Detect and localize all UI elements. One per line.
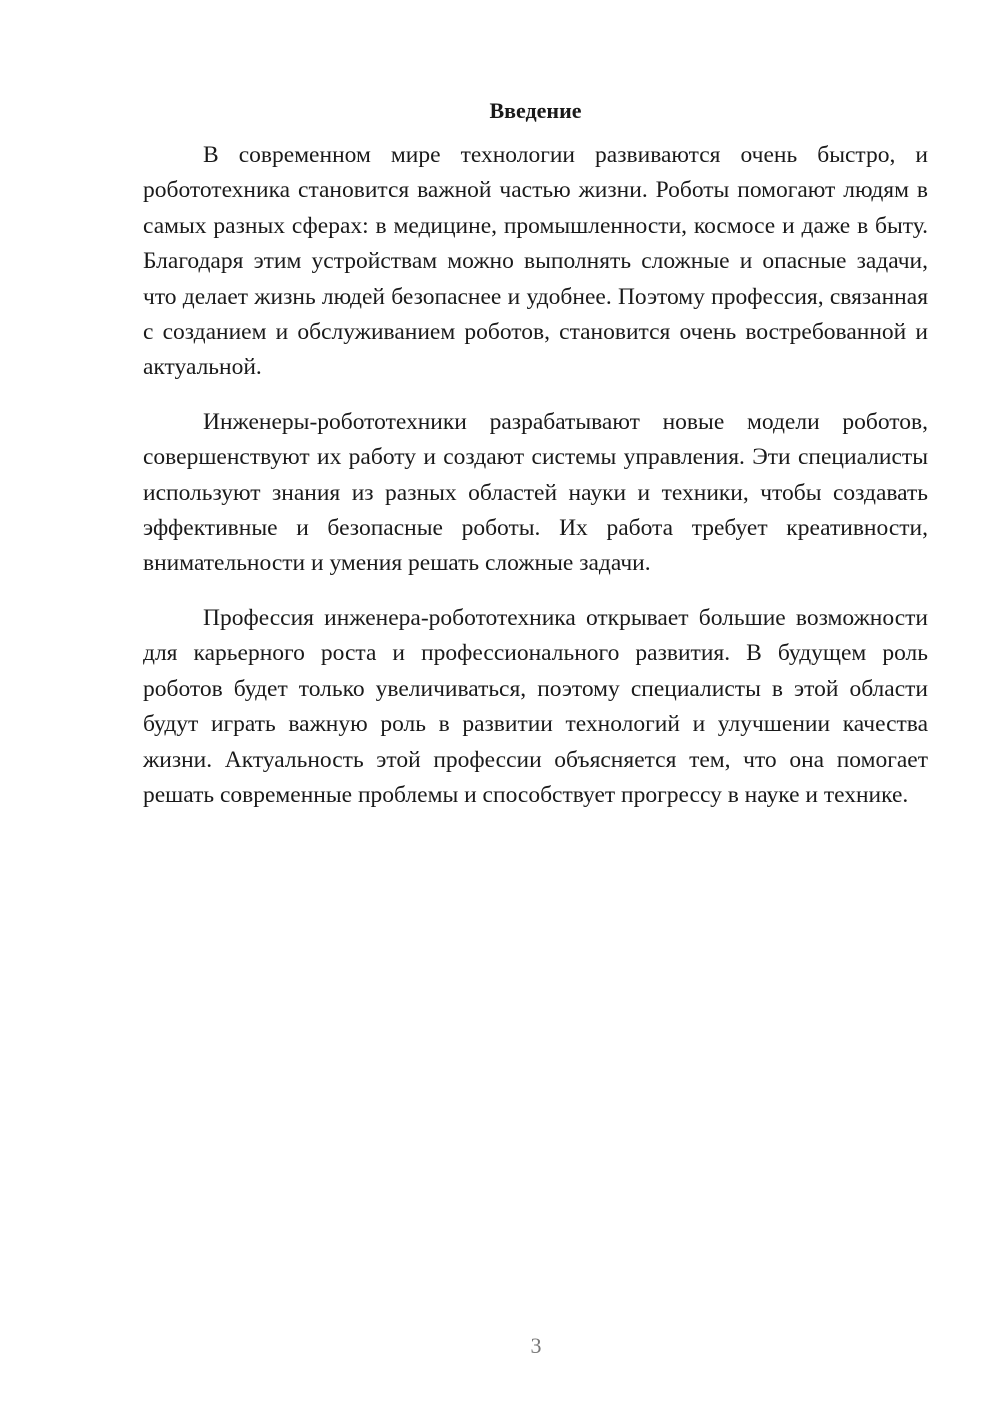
page-number: 3 <box>530 1333 542 1358</box>
page-body <box>143 96 928 813</box>
section-title: Введение <box>489 98 582 123</box>
paragraph-2: Инженеры-робототехники разрабатывают новые модели роботов, совершенствуют их работу и создают системы управления. Эти специалисты используют знания из разных областей науки и техники, чтобы создавать эффективные и безопасные роботы. Их работа требует креативности, внимательности и умения решать сложные задачи. <box>143 408 928 577</box>
paragraph-3: Профессия инженера-робототехника открывает большие возможности для карьерного роста и профессионального развития. В будущем роль роботов будет только увеличиваться, поэтому специалисты в этой области будут играть важную роль в развитии технологий и улучшении качества жизни. Актуальность этой профессии объясняется тем, что она помогает решать современные проблемы и способствует прогрессу в науке и технике. <box>143 604 928 808</box>
paragraph-1: В современном мире технологии развиваются очень быстро, и робототехника становится важной частью жизни. Роботы помогают людям в самых разных сферах: в медицине, промышленности, космосе и даже в быту. Благодаря этим устройствам можно выполнять сложные и опасные задачи, что делает жизнь людей безопаснее и удобнее. Поэтому профессия, связанная с созданием и обслуживанием роботов, становится очень востребованной и актуальной. <box>143 142 928 381</box>
